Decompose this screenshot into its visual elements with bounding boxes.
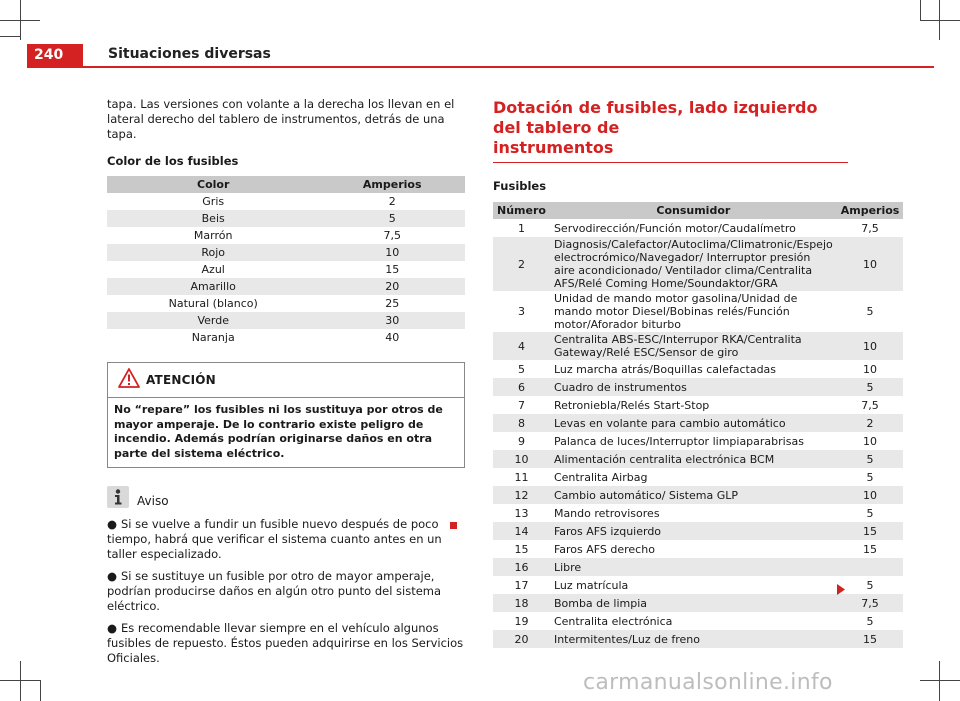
end-square-icon xyxy=(450,522,457,529)
table-row xyxy=(493,450,903,468)
cell-consumer: Luz marcha atrás/Boquillas calefactadas xyxy=(550,360,837,378)
arrow-right-icon xyxy=(836,580,846,599)
cell-consumer: Faros AFS izquierdo xyxy=(550,522,837,540)
cell-number: 10 xyxy=(493,450,550,468)
crop-mark xyxy=(920,0,921,20)
table-row xyxy=(107,244,465,261)
column-header-amperes: Amperios xyxy=(319,176,465,193)
cell-amperes: 7,5 xyxy=(837,594,904,612)
table-row xyxy=(493,486,903,504)
table-row xyxy=(493,522,903,540)
warning-text: No “repare” los fusibles ni los sustituya por otros de mayor amperaje. De lo contrario existe peligro de incendio. Además podrían originarse daños en otra parte del sistema eléctrico. xyxy=(114,403,443,460)
cell-amperes: 10 xyxy=(319,244,465,261)
table-row xyxy=(493,237,903,291)
header-title: Situaciones diversas xyxy=(108,46,271,62)
table-row xyxy=(107,261,465,278)
table-row xyxy=(107,278,465,295)
table-row xyxy=(107,193,465,210)
table-row xyxy=(107,227,465,244)
crop-mark xyxy=(920,680,960,681)
cell-consumer: Palanca de luces/Interruptor limpiaparabrisas xyxy=(550,432,837,450)
cell-amperes: 5 xyxy=(837,450,904,468)
cell-color: Amarillo xyxy=(107,278,319,295)
cell-number: 11 xyxy=(493,468,550,486)
cell-amperes: 5 xyxy=(837,291,904,332)
cell-amperes: 20 xyxy=(319,278,465,295)
table-row xyxy=(493,630,903,648)
cell-number: 4 xyxy=(493,332,550,360)
table-row xyxy=(493,540,903,558)
crop-mark xyxy=(920,20,960,21)
table-row xyxy=(493,468,903,486)
intro-paragraph: tapa. Las versiones con volante a la derecha los llevan en el lateral derecho del tablero de instrumentos, detrás de una tapa. xyxy=(107,97,455,141)
cell-amperes: 7,5 xyxy=(837,396,904,414)
warning-title: ATENCIÓN xyxy=(146,373,216,387)
cell-consumer: Cuadro de instrumentos xyxy=(550,378,837,396)
cell-amperes: 2 xyxy=(837,414,904,432)
column-header-color: Color xyxy=(107,176,319,193)
cell-number: 18 xyxy=(493,594,550,612)
section-title xyxy=(493,98,848,158)
cell-number: 16 xyxy=(493,558,550,576)
cell-number: 5 xyxy=(493,360,550,378)
table-row xyxy=(493,432,903,450)
cell-amperes: 2 xyxy=(319,193,465,210)
cell-amperes: 10 xyxy=(837,486,904,504)
cell-amperes: 5 xyxy=(319,210,465,227)
cell-consumer: Diagnosis/Calefactor/Autoclima/Climatronic/Espejo electrocrómico/Navegador/ Interruptor presión aire acondicionado/ Ventilador clima/Centralita AFS/Relé Coming Home/Soundaktor/GRA xyxy=(550,237,837,291)
cell-amperes: 7,5 xyxy=(319,227,465,244)
cell-amperes: 10 xyxy=(837,332,904,360)
table-row xyxy=(493,504,903,522)
cell-amperes: 5 xyxy=(837,468,904,486)
warning-box xyxy=(107,362,465,468)
cell-consumer: Cambio automático/ Sistema GLP xyxy=(550,486,837,504)
note-title: Aviso xyxy=(137,494,169,508)
cell-amperes: 15 xyxy=(837,540,904,558)
cell-number: 17 xyxy=(493,576,550,594)
column-header-amperes: Amperios xyxy=(837,202,904,219)
warning-triangle-icon xyxy=(118,368,140,392)
cell-consumer: Centralita Airbag xyxy=(550,468,837,486)
column-header-consumer: Consumidor xyxy=(550,202,837,219)
cell-amperes: 15 xyxy=(319,261,465,278)
cell-consumer: Retroniebla/Relés Start-Stop xyxy=(550,396,837,414)
cell-amperes xyxy=(837,558,904,576)
cell-number: 7 xyxy=(493,396,550,414)
cell-consumer: Libre xyxy=(550,558,837,576)
cell-number: 15 xyxy=(493,540,550,558)
cell-number: 19 xyxy=(493,612,550,630)
cell-consumer: Unidad de mando motor gasolina/Unidad de mando motor Diesel/Bobinas relés/Función motor/Aforador biturbo xyxy=(550,291,837,332)
cell-number: 1 xyxy=(493,219,550,237)
table-row xyxy=(107,329,465,346)
cell-color: Rojo xyxy=(107,244,319,261)
bullet-dot: ● xyxy=(107,517,118,531)
table-row xyxy=(493,332,903,360)
table-row xyxy=(107,295,465,312)
cell-amperes: 15 xyxy=(837,630,904,648)
header-rule xyxy=(27,66,934,68)
section-title-line-1: Dotación de fusibles, lado izquierdo del tablero de xyxy=(493,98,818,137)
note-bullet xyxy=(107,569,465,614)
fuse-subtitle: Fusibles xyxy=(493,179,547,193)
note-bullet xyxy=(107,621,465,666)
cell-amperes: 25 xyxy=(319,295,465,312)
cell-consumer: Luz matrícula xyxy=(550,576,837,594)
cell-number: 9 xyxy=(493,432,550,450)
note-bullet-text: Si se sustituye un fusible por otro de mayor amperaje, podrían producirse daños en algún otro punto del sistema eléctrico. xyxy=(107,569,442,613)
right-column xyxy=(493,98,900,648)
table-row xyxy=(493,612,903,630)
fuse-color-table xyxy=(107,176,465,346)
cell-amperes: 5 xyxy=(837,612,904,630)
cell-color: Gris xyxy=(107,193,319,210)
crop-mark xyxy=(40,680,41,701)
cell-color: Azul xyxy=(107,261,319,278)
cell-color: Natural (blanco) xyxy=(107,295,319,312)
warning-header xyxy=(108,363,464,398)
crop-mark xyxy=(0,36,20,37)
column-header-number: Número xyxy=(493,202,550,219)
cell-amperes: 10 xyxy=(837,360,904,378)
cell-amperes: 10 xyxy=(837,237,904,291)
cell-consumer: Faros AFS derecho xyxy=(550,540,837,558)
table-header-row xyxy=(493,202,903,219)
cell-number: 20 xyxy=(493,630,550,648)
cell-color: Verde xyxy=(107,312,319,329)
table-row xyxy=(493,291,903,332)
cell-color: Naranja xyxy=(107,329,319,346)
cell-consumer: Intermitentes/Luz de freno xyxy=(550,630,837,648)
cell-amperes: 5 xyxy=(837,576,904,594)
cell-amperes: 5 xyxy=(837,378,904,396)
table-row xyxy=(493,219,903,237)
left-column xyxy=(107,97,465,666)
note-bullet-text: Es recomendable llevar siempre en el vehículo algunos fusibles de repuesto. Éstos pueden adquirirse en los Servicios Oficiales. xyxy=(107,621,464,665)
cell-number: 6 xyxy=(493,378,550,396)
section-rule xyxy=(493,162,848,163)
section-title-line-2: instrumentos xyxy=(493,138,614,157)
table-row xyxy=(493,378,903,396)
bullet-dot: ● xyxy=(107,621,118,635)
info-icon xyxy=(107,486,129,508)
cell-number: 8 xyxy=(493,414,550,432)
note-header xyxy=(107,486,465,510)
table-row xyxy=(493,558,903,576)
cell-consumer: Bomba de limpia xyxy=(550,594,837,612)
cell-number: 2 xyxy=(493,237,550,291)
cell-consumer: Centralita electrónica xyxy=(550,612,837,630)
cell-consumer: Alimentación centralita electrónica BCM xyxy=(550,450,837,468)
crop-mark xyxy=(20,661,21,701)
cell-consumer: Servodirección/Función motor/Caudalímetro xyxy=(550,219,837,237)
cell-number: 3 xyxy=(493,291,550,332)
cell-color: Marrón xyxy=(107,227,319,244)
bullet-dot: ● xyxy=(107,569,118,583)
cell-amperes: 15 xyxy=(837,522,904,540)
cell-amperes: 7,5 xyxy=(837,219,904,237)
cell-consumer: Centralita ABS-ESC/Interrupor RKA/Centralita Gateway/Relé ESC/Sensor de giro xyxy=(550,332,837,360)
cell-color: Beis xyxy=(107,210,319,227)
color-table-title: Color de los fusibles xyxy=(107,154,239,168)
cell-number: 14 xyxy=(493,522,550,540)
cell-consumer: Levas en volante para cambio automático xyxy=(550,414,837,432)
table-row xyxy=(493,414,903,432)
table-header-row xyxy=(107,176,465,193)
crop-mark xyxy=(939,0,940,40)
cell-consumer: Mando retrovisores xyxy=(550,504,837,522)
cell-number: 13 xyxy=(493,504,550,522)
cell-amperes: 30 xyxy=(319,312,465,329)
crop-mark xyxy=(939,661,940,701)
page-number: 240 xyxy=(27,44,83,66)
table-row xyxy=(493,396,903,414)
cell-amperes: 40 xyxy=(319,329,465,346)
table-row xyxy=(107,210,465,227)
table-row xyxy=(107,312,465,329)
table-row xyxy=(493,360,903,378)
note-bullet-text: Si se vuelve a fundir un fusible nuevo después de poco tiempo, habrá que verificar el sistema cuanto antes en un taller especializado. xyxy=(107,517,442,561)
cell-number: 12 xyxy=(493,486,550,504)
crop-mark xyxy=(20,0,21,40)
cell-amperes: 5 xyxy=(837,504,904,522)
watermark: carmanualsonline.info xyxy=(583,670,833,695)
cell-amperes: 10 xyxy=(837,432,904,450)
note-bullet xyxy=(107,517,465,562)
